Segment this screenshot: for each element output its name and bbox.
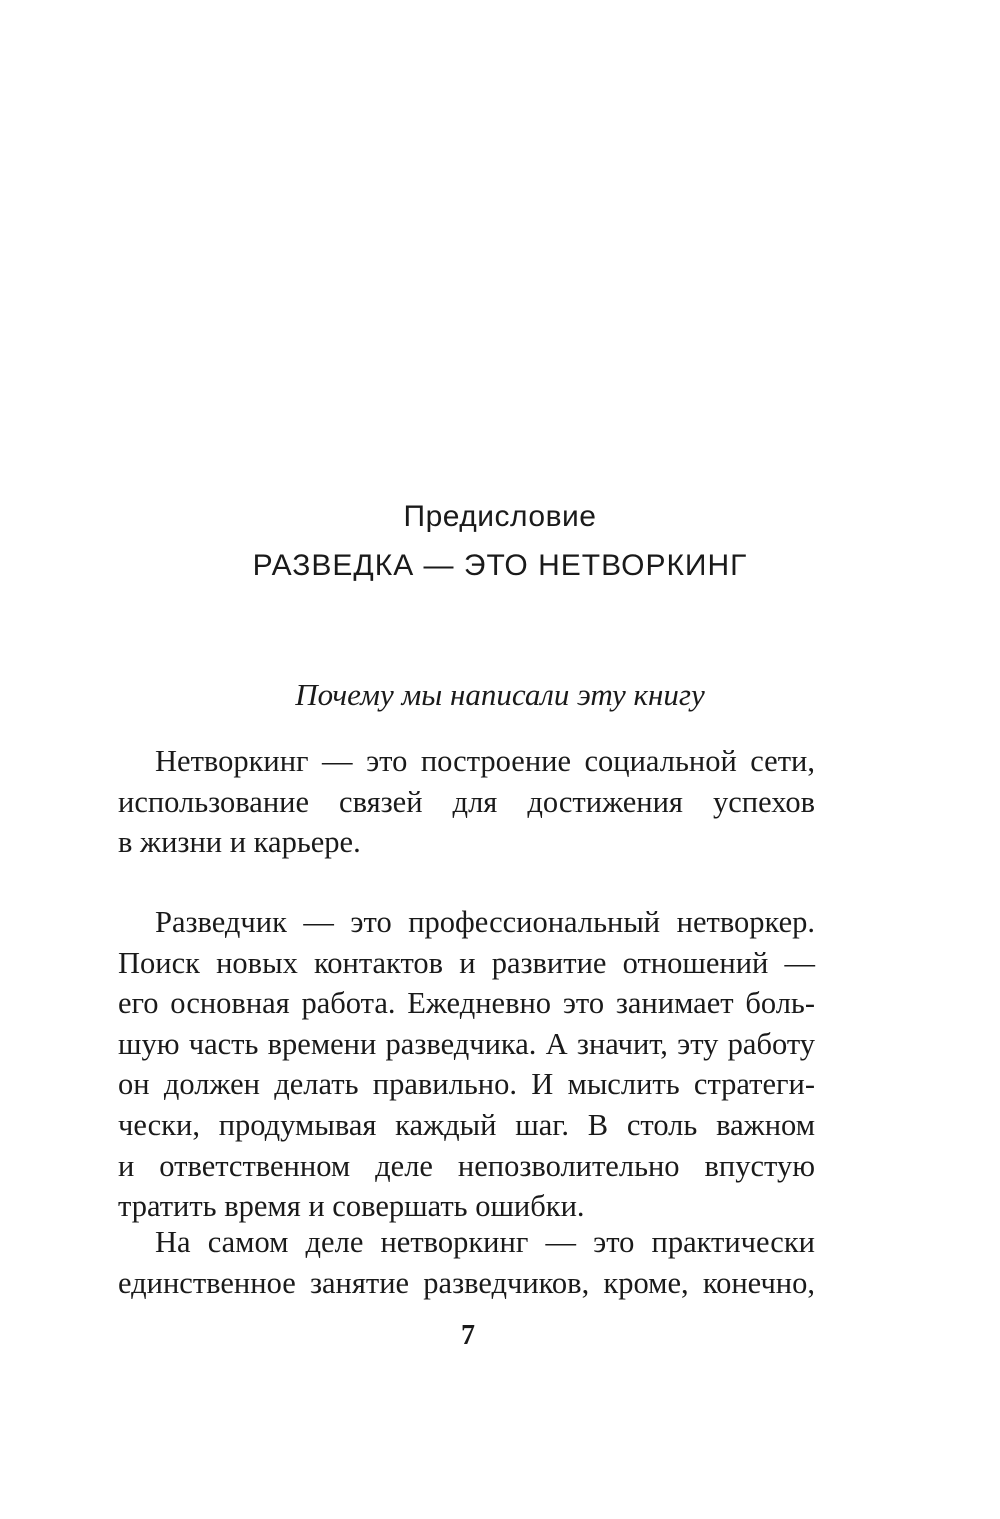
text-line: и ответственном деле непозволительно впустую (118, 1148, 815, 1183)
text-line: он должен делать правильно. И мыслить стратеги- (118, 1067, 815, 1102)
text-line: в жизни и карьере. (118, 825, 361, 860)
text-line: На самом деле нетворкинг — это практически (155, 1225, 815, 1259)
text-line: Поиск новых контактов и развитие отношений — (118, 945, 815, 980)
text-line: чески, продумывая каждый шаг. В столь важном (118, 1107, 815, 1142)
paragraph-3 (118, 1222, 815, 1303)
chapter-title: РАЗВЕДКА — ЭТО НЕТВОРКИНГ (252, 549, 748, 582)
text-line: использование связей для достижения успехов (118, 784, 815, 819)
chapter-label: Предисловие (403, 500, 597, 533)
text-line: тратить время и совершать ошибки. (118, 1189, 585, 1224)
section-heading: Почему мы написали эту книгу (295, 677, 705, 712)
text-line: его основная работа. Ежедневно это занимает боль- (118, 986, 815, 1021)
text-line: шую часть времени разведчика. А значит, эту работу (118, 1026, 815, 1061)
text-line: Нетворкинг — это построение социальной сети, (155, 744, 815, 778)
page-number-label: 7 (461, 1320, 475, 1351)
text-line: единственное занятие разведчиков, кроме, конечно, (118, 1265, 815, 1300)
page-number (0, 1318, 1000, 1354)
text-line: Разведчик — это профессиональный нетворкер. (155, 905, 815, 939)
paragraph-1 (118, 741, 815, 863)
paragraph-2 (118, 902, 815, 1227)
